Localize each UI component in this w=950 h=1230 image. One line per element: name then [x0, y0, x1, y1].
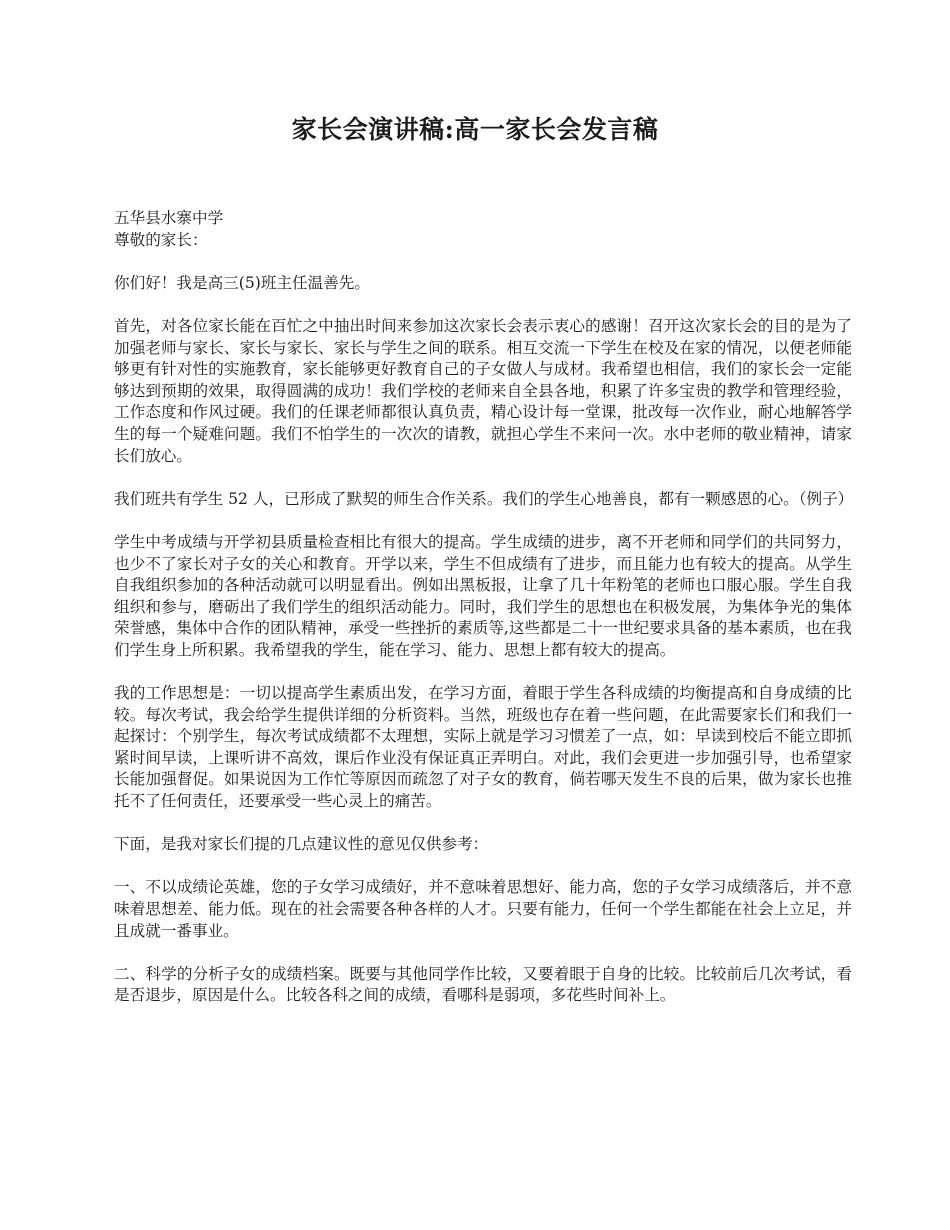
- school-name: 五华县水寨中学: [114, 209, 224, 227]
- paragraph-thanks: 首先，对各位家长能在百忙之中抽出时间来参加这次家长会表示衷心的感谢！召开这次家长会的目的是为了加强老师与家长、家长与家长、家长与学生之间的联系。相互交流一下学生在校及在家的情况，以便老师能够更有针对性的实施教育，家长能够更好教育自己的子女做人与成材。我希望也相信，我们的家长会一定能够达到预期的效果，取得圆满的成功！我们学校的老师来自全县各地，积累了许多宝贵的教学和管理经验，工作态度和作风过硬。我们的任课老师都很认真负责，精心设计每一堂课，批改每一次作业，耐心地解答学生的每一个疑难问题。我们不怕学生的一次次的请教，就担心学生不来问一次。水中老师的敬业精神，请家长们放心。: [114, 316, 852, 465]
- document-title: 家长会演讲稿:高一家长会发言稿: [291, 115, 659, 144]
- paragraph-suggestions-intro: 下面，是我对家长们提的几点建议性的意见仅供参考：: [114, 835, 489, 854]
- document-body: [114, 208, 852, 1029]
- paragraph-progress: 学生中考成绩与开学初县质量检查相比有很大的提高。学生成绩的进步，离不开老师和同学们的共同努力，也少不了家长对子女的关心和教育。开学以来，学生不但成绩有了进步，而且能力也有较大的提高。从学生自我组织参加的各种活动就可以明显看出。例如出黑板报，让拿了几十年粉笔的老师也口服心服。学生自我组织和参与，磨砺出了我们学生的组织活动能力。同时，我们学生的思想也在积极发展，为集体争光的集体荣誉感，集体中合作的团队精神，承受一些挫折的素质等,这些都是二十一世纪要求具备的基本素质，也在我们学生身上所积累。我希望我的学生，能在学习、能力、思想上都有较大的提高。: [114, 532, 852, 659]
- paragraph-class-info: 我们班共有学生 52 人，已形成了默契的师生合作关系。我们的学生心地善良，都有一颗感恩的心。（例子）: [114, 489, 854, 508]
- paragraph-suggestion-2: 二、科学的分析子女的成绩档案。既要与其他同学作比较，又要着眼于自身的比较。比较前后几次考试，看是否退步，原因是什么。比较各科之间的成绩，看哪科是弱项，多花些时间补上。: [114, 964, 852, 1005]
- salutation: 尊敬的家长：: [114, 230, 208, 249]
- paragraph-suggestion-1: 一、不以成绩论英雄，您的子女学习成绩好，并不意味着思想好、能力高，您的子女学习成绩落后，并不意味着思想差、能力低。现在的社会需要各种各样的人才。只要有能力，任何一个学生都能在社会上立足，并且成就一番事业。: [114, 878, 852, 940]
- paragraph-greeting: 你们好！我是高三(5)班主任温善先。: [114, 273, 370, 292]
- paragraph-work-philosophy: 我的工作思想是：一切以提高学生素质出发，在学习方面，着眼于学生各科成绩的均衡提高和自身成绩的比较。每次考试，我会给学生提供详细的分析资料。当然，班级也存在着一些问题，在此需要家长们和我们一起探讨：个别学生，每次考试成绩都不太理想，实际上就是学习习惯差了一点，如：早读到校后不能立即抓紧时间早读，上课听讲不高效，课后作业没有保证真正弄明白。对此，我们会更进一步加强引导，也希望家长能加强督促。如果说因为工作忙等原因而疏忽了对子女的教育，倘若哪天发生不良的后果，做为家长也推托不了任何责任，还要承受一些心灵上的痛苦。: [114, 684, 852, 811]
